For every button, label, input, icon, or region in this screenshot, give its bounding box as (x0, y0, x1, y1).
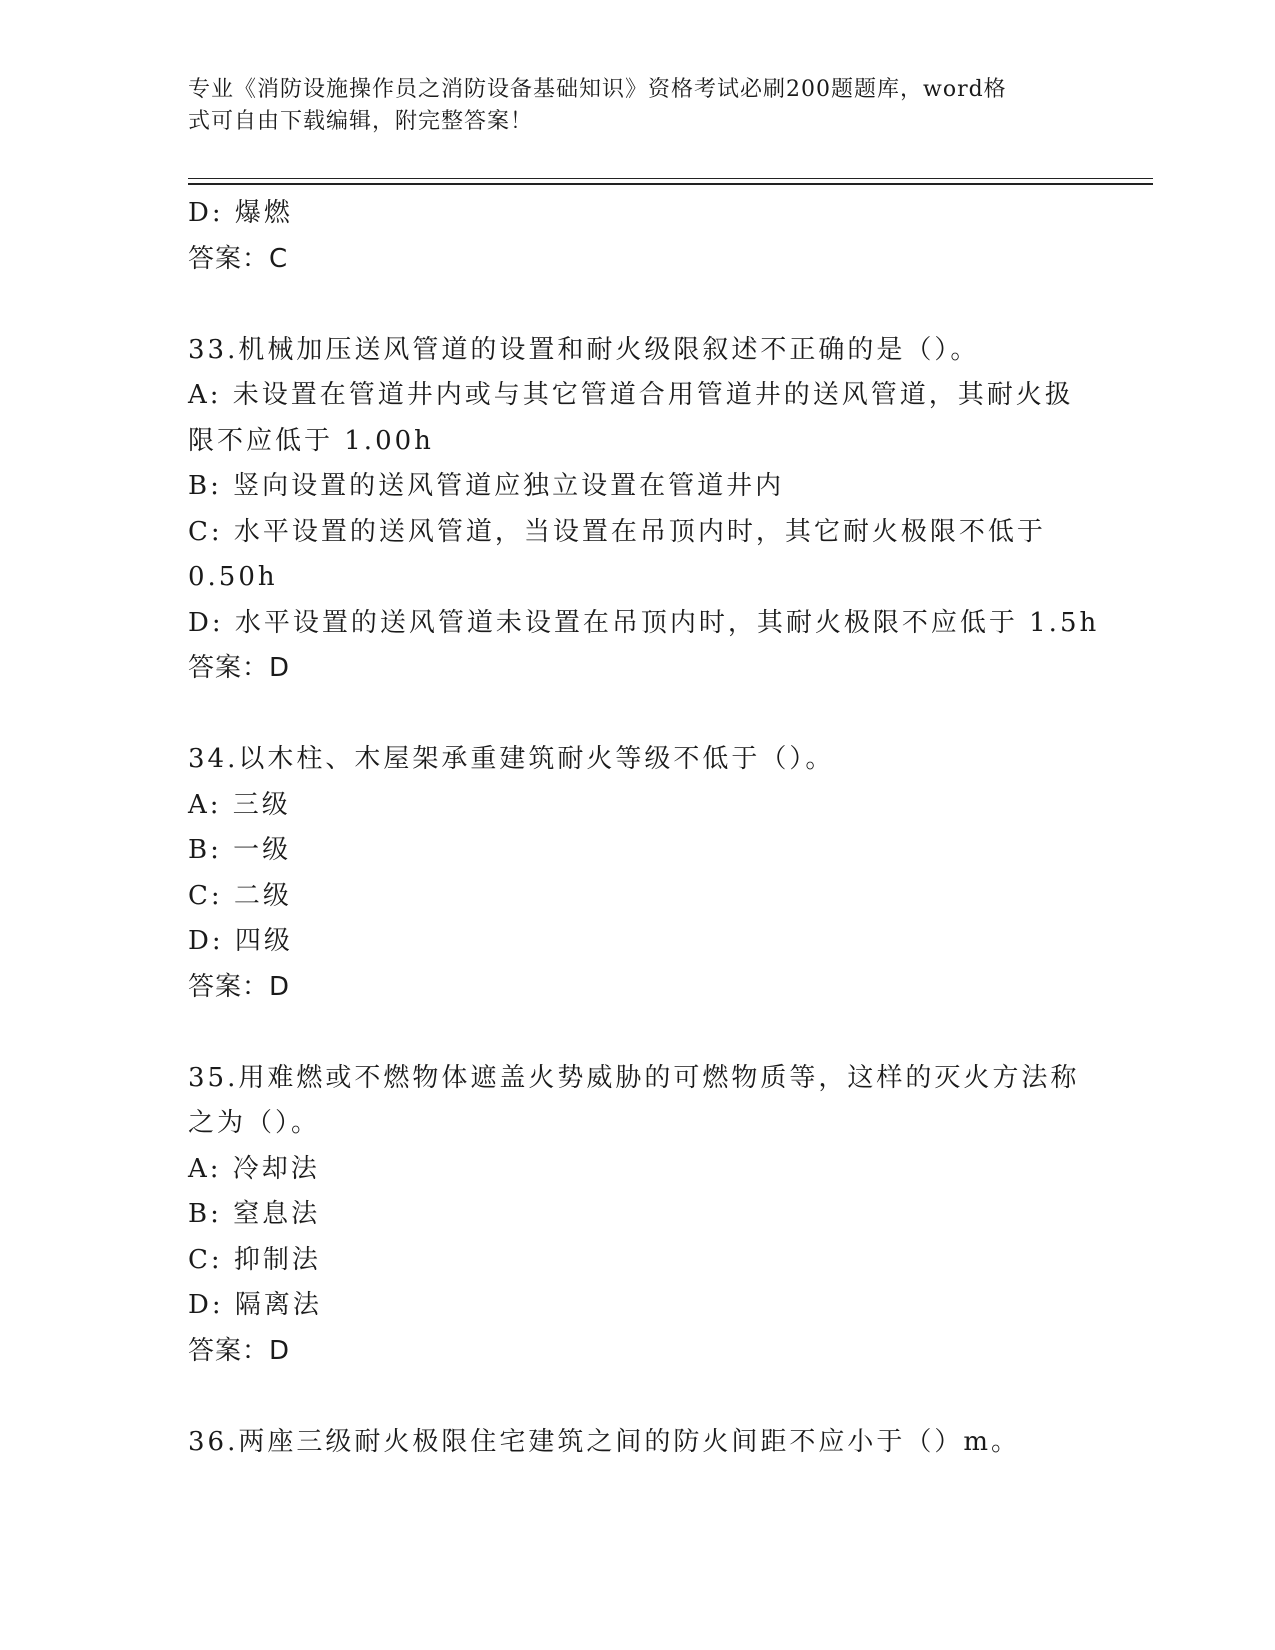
question-stem: 36.两座三级耐火极限住宅建筑之间的防火间距不应小于（）m。 (188, 1426, 1021, 1457)
question-stem-continued: 之为（）。 (188, 1108, 321, 1138)
spacer (188, 1010, 1088, 1056)
option-a: A: 三级 (188, 789, 291, 820)
option-b: B: 窒息法 (188, 1199, 321, 1229)
answer: 答案：C (188, 243, 289, 274)
question-33 (188, 328, 1100, 692)
question-stem: 33.机械加压送风管道的设置和耐火级限叙述不正确的是（）。 (188, 334, 980, 365)
question-stem: 35.用难燃或不燃物体遮盖火势威胁的可燃物质等，这样的灭火方法称 (188, 1062, 1080, 1093)
page-header (188, 74, 1068, 138)
option-d: D: 爆燃 (188, 198, 293, 228)
option-a: A: 冷却法 (188, 1153, 320, 1184)
option-c: C: 水平设置的送风管道，当设置在吊顶内时，其它耐火极限不低于 (188, 516, 1046, 547)
answer: 答案：D (188, 653, 291, 683)
question-stem: 34.以木柱、木屋架承重建筑耐火等级不低于（）。 (188, 744, 835, 774)
option-d: D: 四级 (188, 926, 293, 956)
option-b: B: 一级 (188, 835, 292, 865)
header-divider-thick (188, 183, 1153, 185)
header-line-2: 式可自由下载编辑，附完整答案！ (188, 109, 534, 134)
question-35 (188, 1056, 1088, 1375)
header-line-1: 专业《消防设施操作员之消防设备基础知识》资格考试必刷200题题库，word格 (188, 77, 1007, 102)
option-d: D: 水平设置的送风管道未设置在吊顶内时，其耐火极限不应低于 1.5h (188, 607, 1100, 638)
option-c: C: 抑制法 (188, 1244, 321, 1275)
question-32-tail (188, 191, 1088, 282)
spacer (188, 692, 1088, 738)
spacer (188, 1374, 1088, 1420)
option-b: B: 竖向设置的送风管道应独立设置在管道井内 (188, 471, 785, 501)
option-a: A: 未设置在管道井内或与其它管道合用管道井的送风管道，其耐火扱 (188, 380, 1074, 410)
question-list (188, 191, 1100, 1465)
option-a-continued: 限不应低于 1.00h (188, 425, 434, 456)
answer: 答案：D (188, 1335, 291, 1366)
option-c: C: 二级 (188, 880, 292, 911)
header-divider-thin (188, 178, 1153, 179)
option-c-continued: 0.50h (188, 562, 278, 592)
spacer (188, 282, 1088, 328)
question-34 (188, 737, 1088, 1010)
option-d: D: 隔离法 (188, 1290, 322, 1320)
answer: 答案：D (188, 971, 291, 1002)
question-36 (188, 1420, 1088, 1466)
